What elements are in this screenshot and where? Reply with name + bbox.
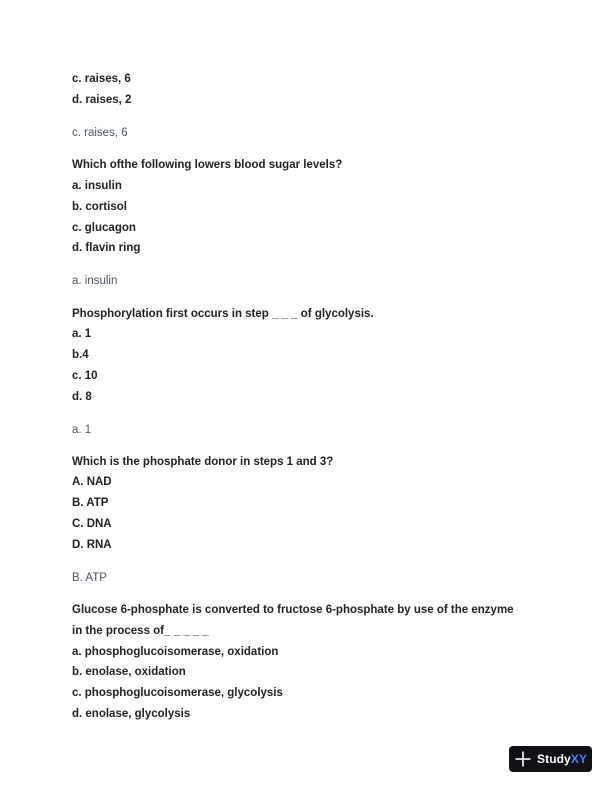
option-text: c. raises, 6 bbox=[72, 73, 131, 85]
brand-logo-text bbox=[537, 752, 587, 766]
option-text: d. enolase, glycolysis bbox=[72, 708, 191, 720]
question-text: Which is the phosphate donor in steps 1 and 3? bbox=[72, 456, 334, 468]
option-text: b. cortisol bbox=[72, 201, 127, 213]
option-text: a. phosphoglucoisomerase, oxidation bbox=[72, 646, 279, 658]
option-text: B. ATP bbox=[72, 497, 109, 509]
question-text: Glucose 6-phosphate is converted to fructose 6-phosphate by use of the enzyme bbox=[72, 604, 514, 616]
option-text: A. NAD bbox=[72, 476, 112, 488]
option-text: d. flavin ring bbox=[72, 242, 141, 254]
option-text: d. raises, 2 bbox=[72, 94, 132, 106]
brand-main: Study bbox=[537, 752, 571, 766]
option-text: a. insulin bbox=[72, 180, 122, 192]
question-text: Phosphorylation first occurs in step _ _ _ of glycolysis. bbox=[72, 308, 374, 320]
brand-accent: XY bbox=[570, 752, 588, 766]
option-text: d. 8 bbox=[72, 391, 92, 403]
option-text: b. enolase, oxidation bbox=[72, 666, 186, 678]
option-text: c. glucagon bbox=[72, 222, 136, 234]
option-text: b.4 bbox=[72, 349, 89, 361]
answer-text: c. raises, 6 bbox=[72, 127, 128, 139]
studyxy-badge[interactable] bbox=[509, 746, 592, 772]
answer-text: B. ATP bbox=[72, 572, 107, 584]
option-text: D. RNA bbox=[72, 539, 112, 551]
answer-text: a. 1 bbox=[72, 424, 92, 436]
question-text: Which ofthe following lowers blood sugar levels? bbox=[72, 159, 343, 171]
option-text: C. DNA bbox=[72, 518, 112, 530]
answer-text: a. insulin bbox=[72, 275, 118, 287]
option-text: a. 1 bbox=[72, 328, 92, 340]
question-text: in the process of_ _ _ _ _ bbox=[72, 625, 209, 637]
option-text: c. phosphoglucoisomerase, glycolysis bbox=[72, 687, 283, 699]
option-text: c. 10 bbox=[72, 370, 98, 382]
plus-cross-icon bbox=[515, 751, 531, 767]
